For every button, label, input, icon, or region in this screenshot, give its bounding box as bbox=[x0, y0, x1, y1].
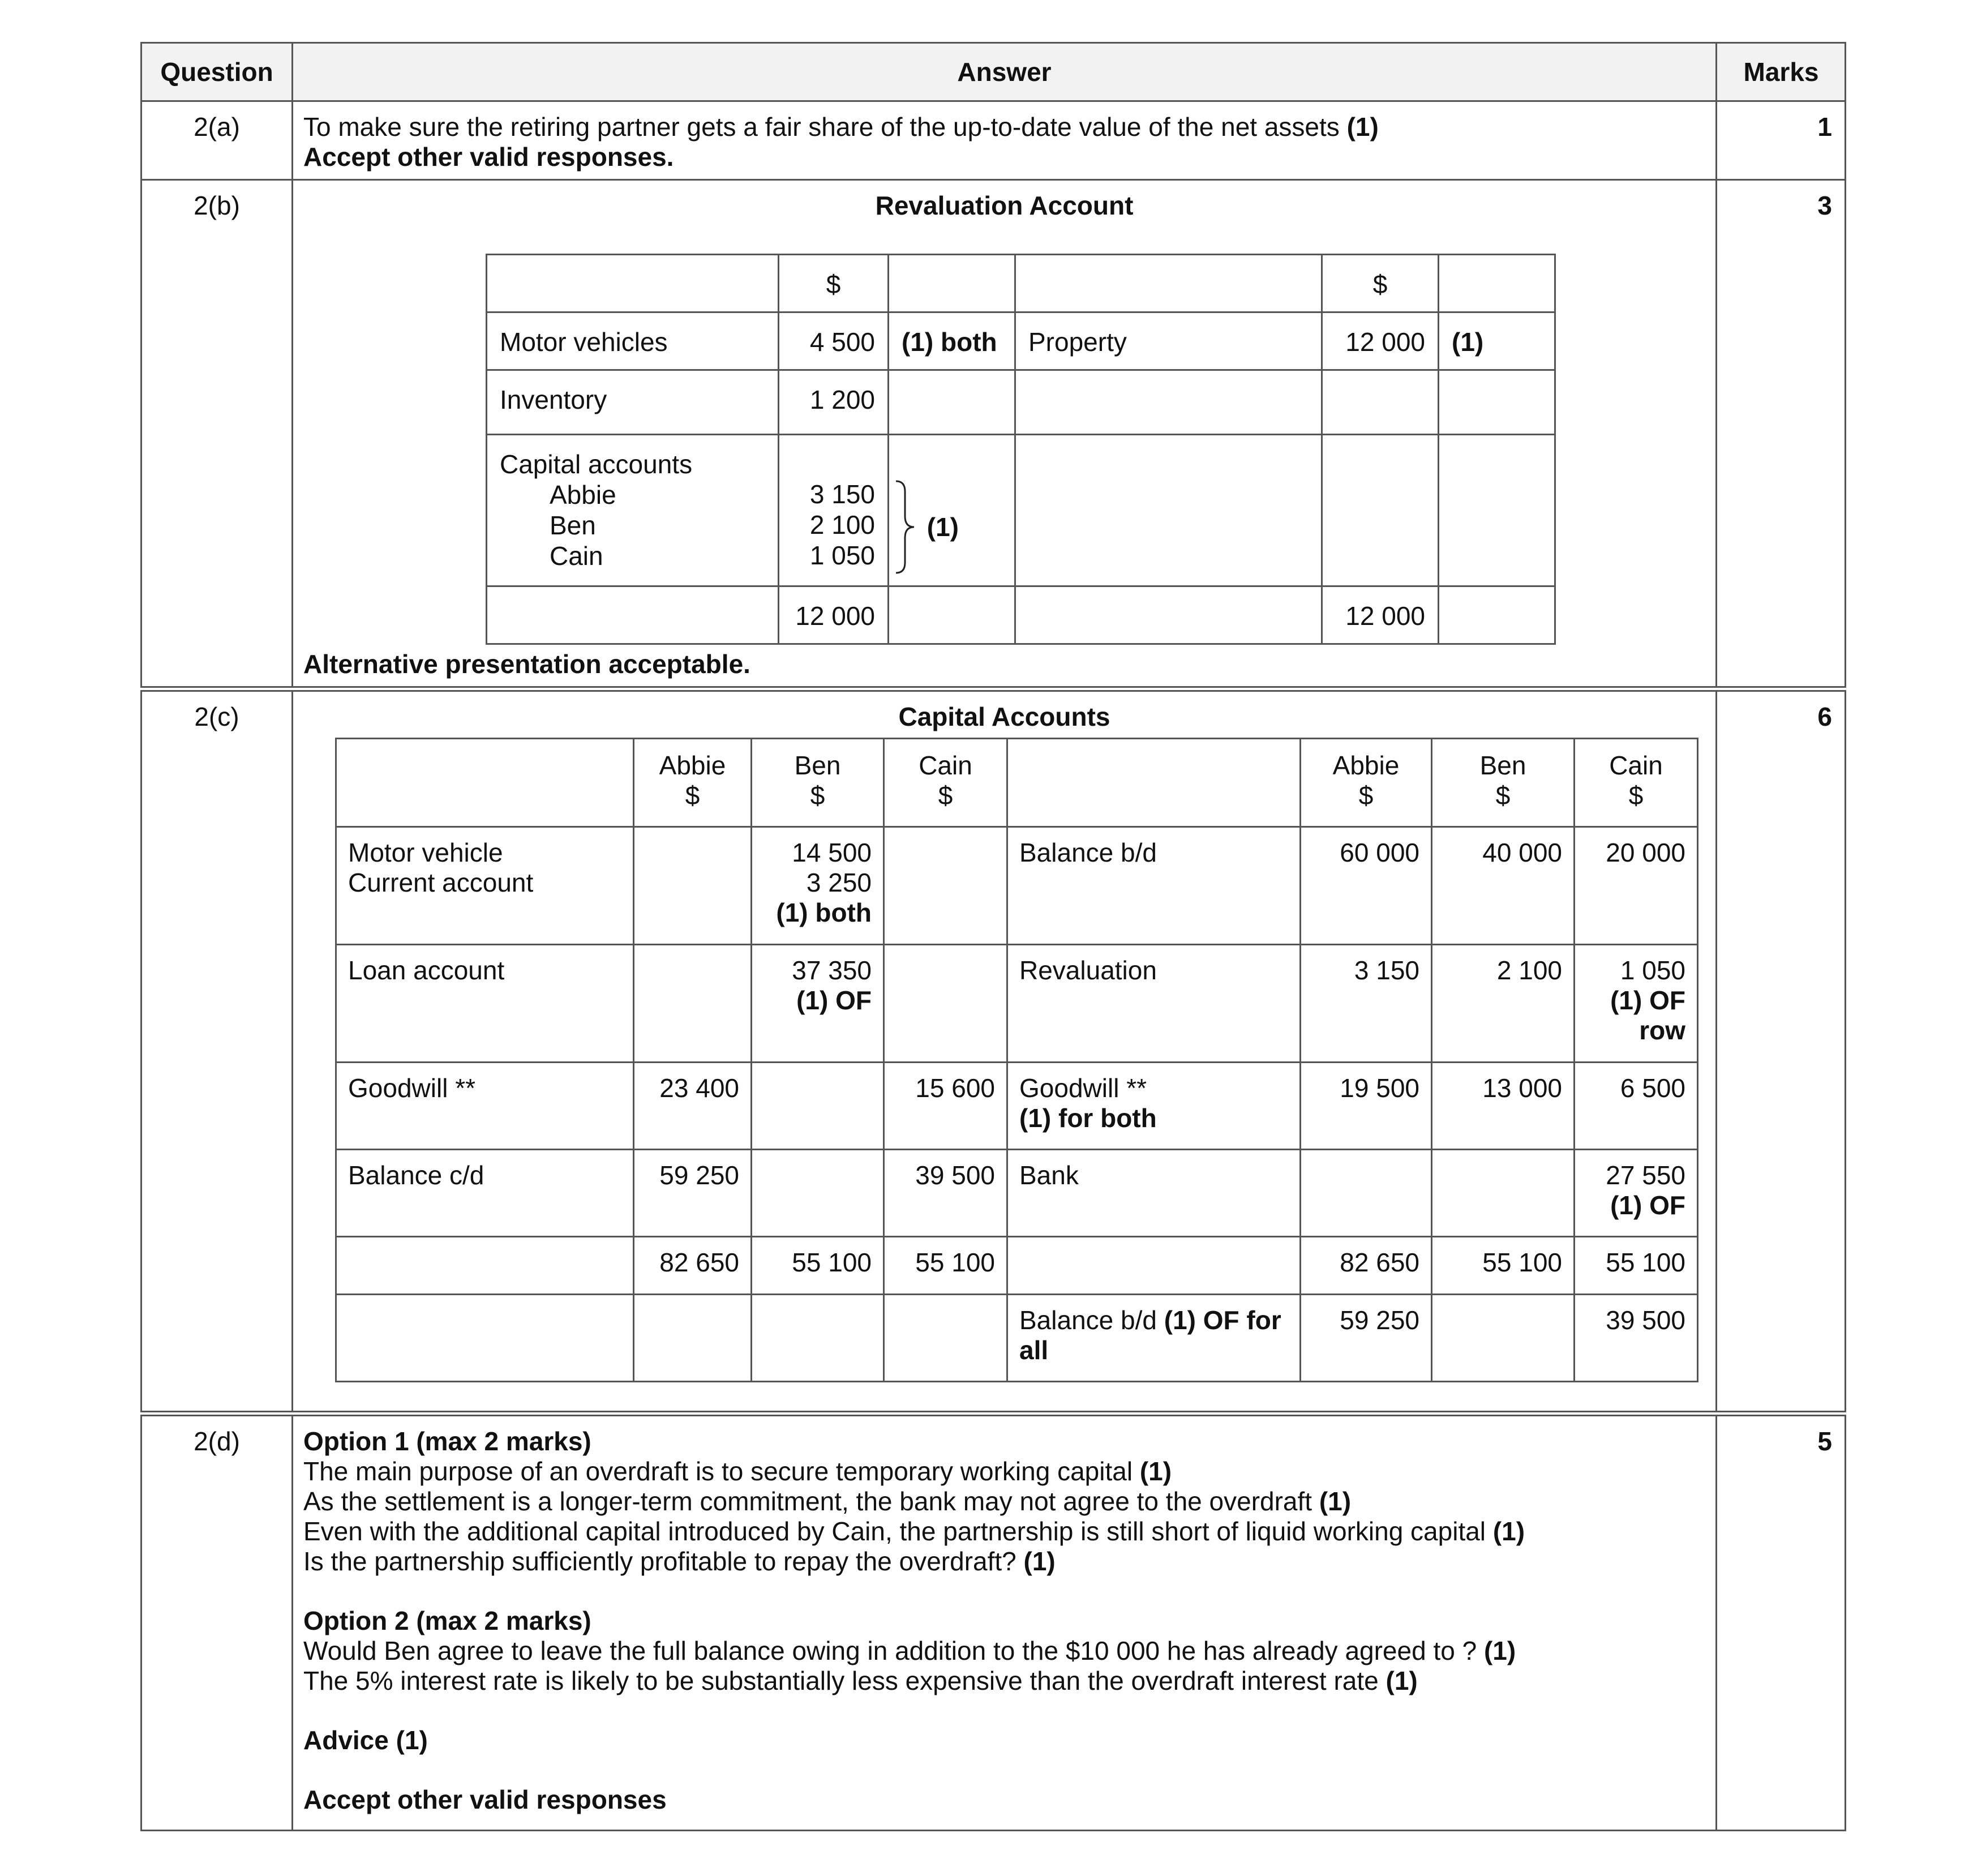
cell-value: 1 050 (1) OF row bbox=[1575, 945, 1698, 1063]
accept-note: Accept other valid responses bbox=[303, 1785, 667, 1814]
question-row-2d bbox=[141, 1414, 1846, 1831]
cell-value: 15 600 bbox=[884, 1063, 1007, 1150]
row-value: 1 200 bbox=[779, 370, 889, 435]
table-row bbox=[336, 1295, 1698, 1382]
table-cell bbox=[1015, 586, 1322, 644]
cell-value: 40 000 bbox=[1432, 827, 1575, 945]
mark-note: (1) bbox=[1346, 112, 1379, 142]
mark-scheme-table bbox=[140, 42, 1846, 1831]
partner-header: Abbie $ bbox=[1301, 739, 1432, 827]
table-cell bbox=[634, 1295, 752, 1382]
row-label: Balance b/d bbox=[1007, 827, 1301, 945]
table-cell bbox=[1322, 370, 1439, 435]
question-number: 2(a) bbox=[141, 101, 293, 180]
table-cell bbox=[752, 1295, 884, 1382]
revaluation-account-table bbox=[486, 254, 1556, 645]
answer-line: Would Ben agree to leave the full balance owing in addition to the $10 000 he has already agreed to ? (1) bbox=[303, 1636, 1516, 1665]
partner-header: Ben $ bbox=[1432, 739, 1575, 827]
answer-cell bbox=[293, 180, 1717, 689]
cell-value: 37 350 (1) OF bbox=[752, 945, 884, 1063]
question-row-2c bbox=[141, 689, 1846, 1414]
row-label: Loan account bbox=[336, 945, 634, 1063]
answer-text bbox=[303, 112, 1705, 142]
curly-brace-icon bbox=[894, 479, 916, 575]
table-row bbox=[487, 370, 1555, 435]
row-value: 12 000 bbox=[1322, 312, 1439, 370]
partner-header: Cain $ bbox=[884, 739, 1007, 827]
option1-heading: Option 1 (max 2 marks) bbox=[303, 1427, 591, 1456]
total-value: 55 100 bbox=[752, 1237, 884, 1295]
cell-value: 39 500 bbox=[884, 1150, 1007, 1237]
table-cell bbox=[336, 1237, 634, 1295]
table-cell bbox=[1439, 255, 1555, 312]
question-row-2b bbox=[141, 180, 1846, 689]
question-number: 2(d) bbox=[141, 1414, 293, 1831]
answer-line: Is the partnership sufficiently profitable to repay the overdraft? (1) bbox=[303, 1547, 1056, 1576]
answer-line: The 5% interest rate is likely to be substantially less expensive than the overdraft interest rate (1) bbox=[303, 1666, 1418, 1695]
capital-accounts-title: Capital Accounts bbox=[898, 702, 1110, 731]
cell-value: 13 000 bbox=[1432, 1063, 1575, 1150]
cell-value bbox=[1432, 1150, 1575, 1237]
answer-line: As the settlement is a longer-term commitment, the bank may not agree to the overdraft (1) bbox=[303, 1487, 1352, 1516]
table-cell bbox=[1322, 435, 1439, 586]
accept-note: Accept other valid responses. bbox=[303, 142, 674, 172]
cell-value bbox=[752, 1063, 884, 1150]
table-cell bbox=[1439, 435, 1555, 586]
cell-value: 60 000 bbox=[1301, 827, 1432, 945]
table-cell bbox=[487, 586, 779, 644]
answer-line: To make sure the retiring partner gets a fair share of the up-to-date value of the net assets bbox=[303, 112, 1340, 142]
footnote: Alternative presentation acceptable. bbox=[303, 649, 750, 679]
answer-line: The main purpose of an overdraft is to secure temporary working capital (1) bbox=[303, 1457, 1172, 1486]
table-cell bbox=[1007, 739, 1301, 827]
partner-value: 2 100 bbox=[809, 510, 875, 539]
partner-header: Abbie $ bbox=[634, 739, 752, 827]
row-label: Capital accounts bbox=[500, 449, 693, 479]
row-label: Motor vehicles bbox=[487, 312, 779, 370]
table-cell bbox=[884, 1295, 1007, 1382]
row-label: Balance b/d (1) OF for all bbox=[1007, 1295, 1301, 1382]
total-value: 12 000 bbox=[779, 586, 889, 644]
answer-line: Even with the additional capital introduced by Cain, the partnership is still short of liquid working capital (1) bbox=[303, 1517, 1525, 1546]
capital-note-cell bbox=[889, 435, 1015, 586]
cell-value: 39 500 bbox=[1575, 1295, 1698, 1382]
table-cell bbox=[1007, 1237, 1301, 1295]
total-value: 82 650 bbox=[634, 1237, 752, 1295]
capital-accounts-cell bbox=[487, 435, 779, 586]
header-row bbox=[336, 739, 1698, 827]
table-row bbox=[336, 1150, 1698, 1237]
cell-value bbox=[1301, 1150, 1432, 1237]
table-cell bbox=[1439, 370, 1555, 435]
cell-value: 14 500 3 250 (1) both bbox=[752, 827, 884, 945]
mark-note: (1) bbox=[1439, 312, 1555, 370]
marks-value: 6 bbox=[1717, 689, 1846, 1414]
table-cell bbox=[1015, 255, 1322, 312]
cell-value bbox=[752, 1150, 884, 1237]
total-value: 55 100 bbox=[1432, 1237, 1575, 1295]
table-cell bbox=[1015, 435, 1322, 586]
cell-value: 2 100 bbox=[1432, 945, 1575, 1063]
capital-values-cell bbox=[779, 435, 889, 586]
table-cell bbox=[889, 586, 1015, 644]
row-label: Balance c/d bbox=[336, 1150, 634, 1237]
total-value: 55 100 bbox=[1575, 1237, 1698, 1295]
advice-note: Advice (1) bbox=[303, 1725, 428, 1755]
cell-value: 3 150 bbox=[1301, 945, 1432, 1063]
answer-header: Answer bbox=[293, 43, 1717, 101]
table-cell bbox=[487, 255, 779, 312]
partner-header: Cain $ bbox=[1575, 739, 1698, 827]
header-row bbox=[141, 43, 1846, 101]
partner-name: Abbie bbox=[550, 480, 616, 509]
row-label: Goodwill ** bbox=[336, 1063, 634, 1150]
row-label: Property bbox=[1015, 312, 1322, 370]
row-label: Bank bbox=[1007, 1150, 1301, 1237]
partner-value: 1 050 bbox=[809, 541, 875, 570]
marks-value: 5 bbox=[1717, 1414, 1846, 1831]
partner-name: Cain bbox=[550, 541, 603, 571]
cell-value bbox=[884, 827, 1007, 945]
marks-value: 3 bbox=[1717, 180, 1846, 689]
marks-header: Marks bbox=[1717, 43, 1846, 101]
cell-value bbox=[634, 945, 752, 1063]
partner-name: Ben bbox=[550, 511, 596, 540]
table-cell bbox=[1439, 586, 1555, 644]
question-header: Question bbox=[141, 43, 293, 101]
mark-note: (1) bbox=[926, 512, 959, 542]
answer-cell bbox=[293, 1414, 1717, 1831]
partner-value: 3 150 bbox=[809, 479, 875, 509]
question-number: 2(b) bbox=[141, 180, 293, 689]
cell-value: 6 500 bbox=[1575, 1063, 1698, 1150]
table-cell bbox=[889, 255, 1015, 312]
capital-accounts-table bbox=[335, 738, 1698, 1382]
cell-value: 59 250 bbox=[1301, 1295, 1432, 1382]
table-row bbox=[336, 827, 1698, 945]
totals-row bbox=[487, 586, 1555, 644]
answer-cell bbox=[293, 101, 1717, 180]
table-row bbox=[487, 435, 1555, 586]
totals-row bbox=[336, 1237, 1698, 1295]
table-cell bbox=[1015, 370, 1322, 435]
marks-value: 1 bbox=[1717, 101, 1846, 180]
table-cell bbox=[336, 739, 634, 827]
row-value: 4 500 bbox=[779, 312, 889, 370]
answer-cell bbox=[293, 689, 1717, 1414]
option2-heading: Option 2 (max 2 marks) bbox=[303, 1606, 591, 1635]
table-row bbox=[336, 945, 1698, 1063]
row-label: Inventory bbox=[487, 370, 779, 435]
question-row-2a bbox=[141, 101, 1846, 180]
currency-header: $ bbox=[1322, 255, 1439, 312]
table-row bbox=[487, 312, 1555, 370]
partner-header: Ben $ bbox=[752, 739, 884, 827]
currency-header: $ bbox=[779, 255, 889, 312]
total-value: 55 100 bbox=[884, 1237, 1007, 1295]
table-row bbox=[336, 1063, 1698, 1150]
total-value: 82 650 bbox=[1301, 1237, 1432, 1295]
question-number: 2(c) bbox=[141, 689, 293, 1414]
cell-value: 23 400 bbox=[634, 1063, 752, 1150]
cell-value: 20 000 bbox=[1575, 827, 1698, 945]
mark-note: (1) both bbox=[889, 312, 1015, 370]
row-label: Motor vehicle Current account bbox=[336, 827, 634, 945]
revaluation-title: Revaluation Account bbox=[875, 191, 1134, 220]
total-value: 12 000 bbox=[1322, 586, 1439, 644]
cell-value: 19 500 bbox=[1301, 1063, 1432, 1150]
cell-value bbox=[1432, 1295, 1575, 1382]
cell-value bbox=[634, 827, 752, 945]
cell-value bbox=[884, 945, 1007, 1063]
table-cell bbox=[336, 1295, 634, 1382]
row-label: Revaluation bbox=[1007, 945, 1301, 1063]
row-label: Goodwill ** (1) for both bbox=[1007, 1063, 1301, 1150]
cell-value: 27 550 (1) OF bbox=[1575, 1150, 1698, 1237]
table-cell bbox=[889, 370, 1015, 435]
cell-value: 59 250 bbox=[634, 1150, 752, 1237]
